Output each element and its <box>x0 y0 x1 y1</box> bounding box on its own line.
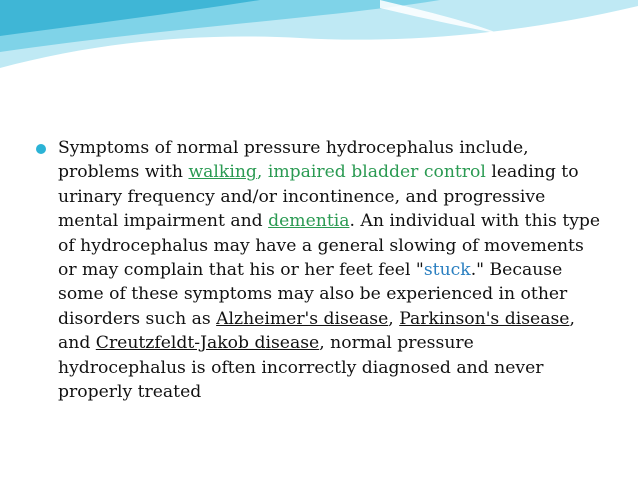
link-impaired-bladder-control[interactable]: impaired bladder control <box>267 162 486 183</box>
filled-circle-bullet-icon <box>36 144 46 154</box>
link-creutzfeldt-jakob-disease[interactable]: Creutzfeldt-Jakob disease <box>95 333 320 354</box>
link-dementia[interactable]: dementia <box>268 211 350 232</box>
link-walking[interactable]: walking <box>188 162 257 183</box>
header-wave-decoration <box>0 0 638 80</box>
link-stuck[interactable]: stuck <box>423 260 471 281</box>
text-segment: ." Because some of these symptoms may also be experienced in other disorders such as <box>58 260 568 329</box>
bullet-paragraph <box>58 136 606 404</box>
link-alzheimers-disease[interactable]: Alzheimer's disease <box>216 308 389 329</box>
text-segment: , <box>256 162 268 183</box>
text-segment: leading to urinary frequency and/or incontinence, and progressive mental impairment and <box>58 162 579 232</box>
slide-body <box>36 136 606 404</box>
bullet-item <box>36 136 606 404</box>
text-segment: , and <box>58 308 575 354</box>
text-segment: , <box>388 308 400 329</box>
text-segment: Symptoms of normal pressure hydrocephalus include, problems with <box>58 138 529 183</box>
text-segment: . An individual with this type of hydrocephalus may have a general slowing of movements or may complain that his or her feet feel " <box>58 211 601 281</box>
text-segment: , normal pressure hydrocephalus is often incorrectly diagnosed and never properly treated <box>58 333 544 403</box>
link-parkinsons-disease[interactable]: Parkinson's disease <box>399 308 570 329</box>
